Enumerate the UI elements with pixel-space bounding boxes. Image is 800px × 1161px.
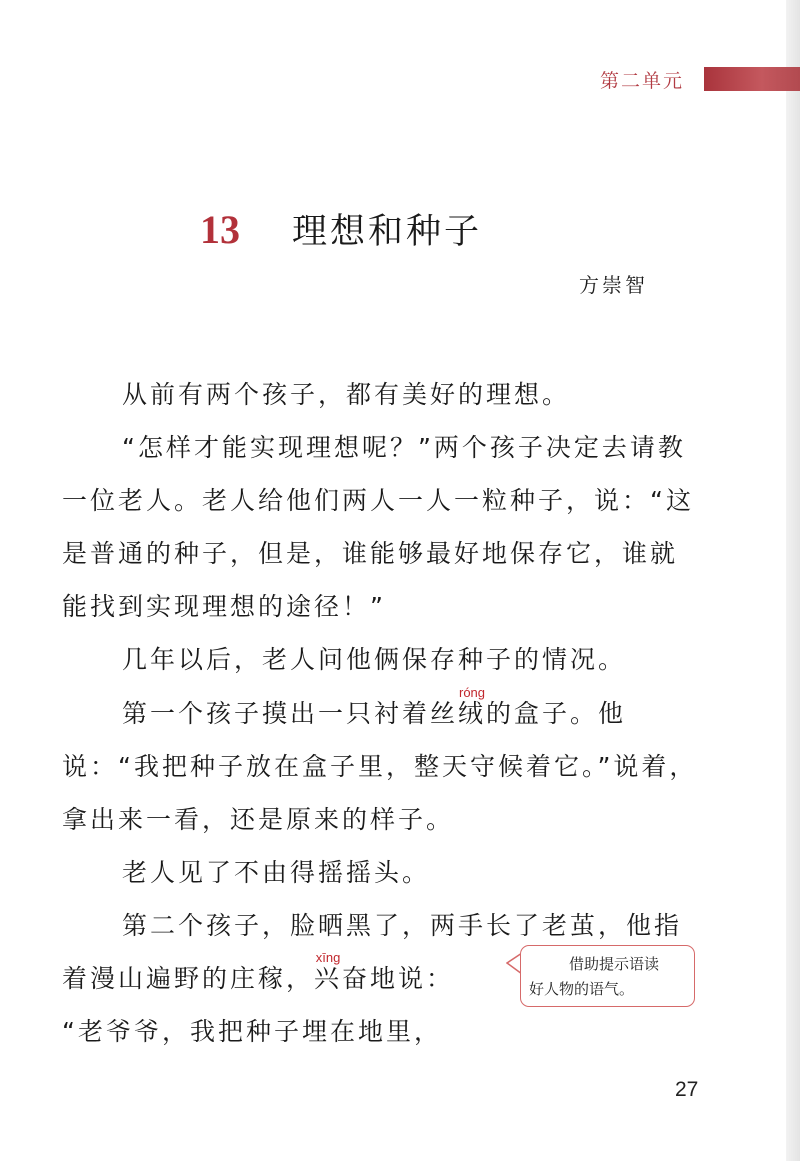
ruby-rong [458, 685, 487, 728]
page-edge [786, 0, 800, 1161]
lesson-name: 理想和种子 [292, 212, 483, 252]
paragraph-3: 几年以后，老人问他俩保存种子的情况。 [122, 645, 627, 674]
lesson-number: 13 [200, 207, 240, 252]
lesson-title [200, 204, 482, 254]
ruby-rong-char: 绒 [458, 699, 487, 728]
author: 方崇智 [579, 273, 648, 297]
ruby-xing [314, 950, 343, 993]
pinyin-xing: xīng [314, 950, 343, 965]
paragraph-1: 从前有两个孩子，都有美好的理想。 [122, 380, 571, 409]
page-number: 27 [675, 1078, 699, 1101]
ruby-xing-char: 兴 [314, 964, 343, 993]
unit-title: 第二单元 [599, 69, 684, 92]
paragraph-2: “怎样才能实现理想呢？”两个孩子决定去请教一位老人。老人给他们两人一人一粒种子，说：“这是普通的种子，但是，谁能够最好地保存它，谁就能找到实现理想的途径！” [62, 433, 694, 621]
pinyin-rong: róng [458, 685, 487, 700]
paragraph-6-part-2: 奋地说： [342, 964, 455, 993]
paragraph-5: 老人见了不由得摇摇头。 [122, 858, 431, 887]
tip-line-2: 好人物的语气。 [529, 980, 635, 998]
paragraph-4-part-1: 第一个孩子摸出一只衬着丝 [122, 699, 459, 728]
unit-header [600, 64, 800, 94]
tip-bubble [520, 945, 695, 1007]
paragraph-6-part-1: 第二个孩子，脸晒黑了，两手长了老茧，他指着漫山遍野的庄稼， [62, 911, 683, 993]
unit-color-bar [704, 67, 800, 91]
tip-line-1: 借助提示语读 [569, 955, 660, 973]
paragraph-4-part-2: 的盒子。他说：“我把种子放在盒子里，整天守候着它。”说着，拿出来一看，还是原来的样子。 [62, 699, 698, 834]
paragraph-4 [62, 686, 702, 846]
paragraph-7: “老爷爷，我把种子埋在地里， [62, 1017, 442, 1046]
